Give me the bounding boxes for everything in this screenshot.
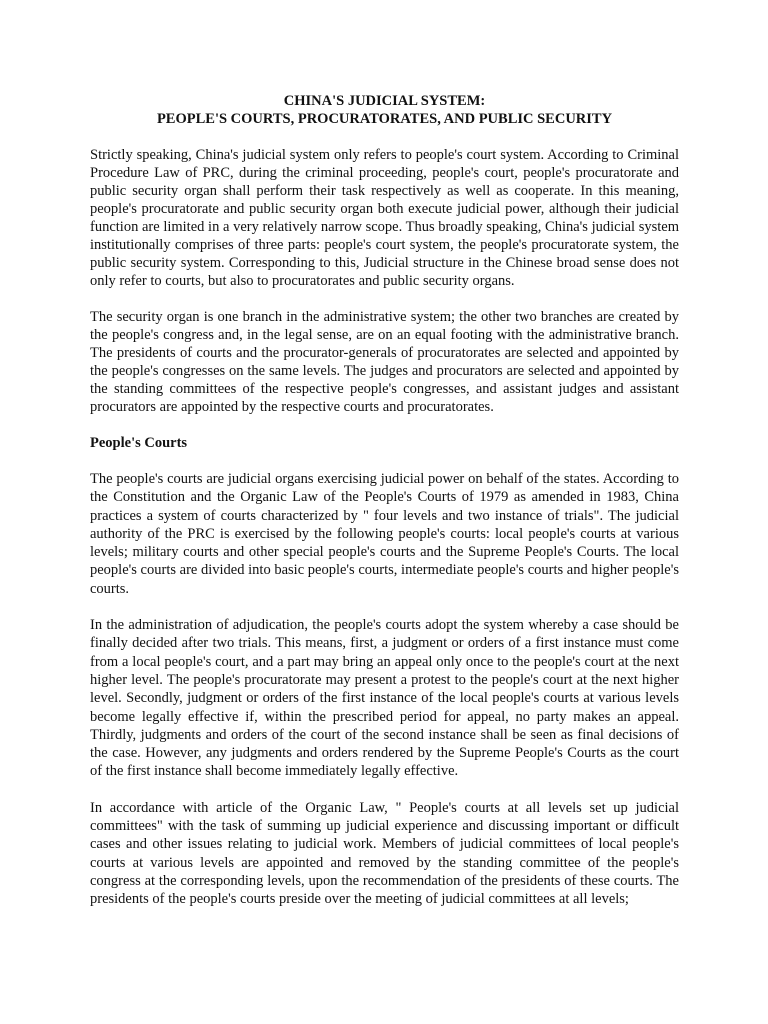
- title-line-2: PEOPLE'S COURTS, PROCURATORATES, AND PUBLIC SECURITY: [156, 111, 613, 127]
- document-title: [90, 92, 679, 128]
- document-body: [90, 92, 679, 927]
- paragraph-security-organ: The security organ is one branch in the administrative system; the other two branches are created by the people's congress and, in the legal sense, are on an equal footing with the administrative branch. The presidents of courts and the procurator-generals of procuratorates are selected and appointed by the people's congresses on the same levels. The judges and procurators are selected and appointed by the standing committees of the respective people's congresses, and assistant judges and assistant procurators are appointed by the respective courts and procuratorates.: [90, 309, 679, 415]
- title-line-1: CHINA'S JUDICIAL SYSTEM:: [283, 93, 486, 109]
- paragraph-judicial-committees: In accordance with article of the Organic Law, " People's courts at all levels set up judicial committees" with the task of summing up judicial experience and discussing important or difficult cases and other issues relating to judicial work. Members of judicial committees of local people's courts at various levels are appointed and removed by the standing committee of the people's congress at the corresponding levels, upon the recommendation of the presidents of these courts. The presidents of the people's courts preside over the meeting of judicial committees at all levels;: [90, 799, 679, 908]
- section-heading-peoples-courts: People's Courts: [90, 435, 188, 451]
- paragraph-adjudication-system: In the administration of adjudication, the people's courts adopt the system whereby a case should be finally decided after two trials. This means, first, a judgment or orders of a first instance must come from a local people's court, and a part may bring an appeal only once to the people's court at the next higher level. The people's procuratorate may present a protest to the people's court at the next higher level. Secondly, judgment or orders of the first instance of the local people's courts at various levels become legally effective if, within the prescribed period for appeal, no party makes an appeal. Thirdly, judgments and orders of the court of the second instance shall be seen as final decisions of the case. However, any judgments and orders rendered by the Supreme People's Courts as the court of the first instance shall become immediately legally effective.: [90, 617, 679, 780]
- paragraph-judicial-system-definition: Strictly speaking, China's judicial system only refers to people's court system. According to Criminal Procedure Law of PRC, during the criminal proceeding, people's court, people's procuratorate and public security organ shall perform their task respectively as well as cooperate. In this meaning, people's procuratorate and public security organ both execute judicial power, although their judicial function are limited in a very relatively narrow scope. Thus broadly speaking, China's judicial system institutionally comprises of three parts: people's court system, the people's procuratorate system, the public security system. Corresponding to this, Judicial structure in the Chinese broad sense does not only refer to courts, but also to procuratorates and public security organs.: [90, 147, 679, 289]
- paragraph-peoples-courts-overview: The people's courts are judicial organs exercising judicial power on behalf of the states. According to the Constitution and the Organic Law of the People's Courts of 1979 as amended in 1983, China practices a system of courts characterized by " four levels and two instance of trials". The judicial authority of the PRC is exercised by the following people's courts: local people's courts at various levels; military courts and other special people's courts and the Supreme People's Courts. The local people's courts are divided into basic people's courts, intermediate people's courts and higher people's courts.: [90, 471, 679, 597]
